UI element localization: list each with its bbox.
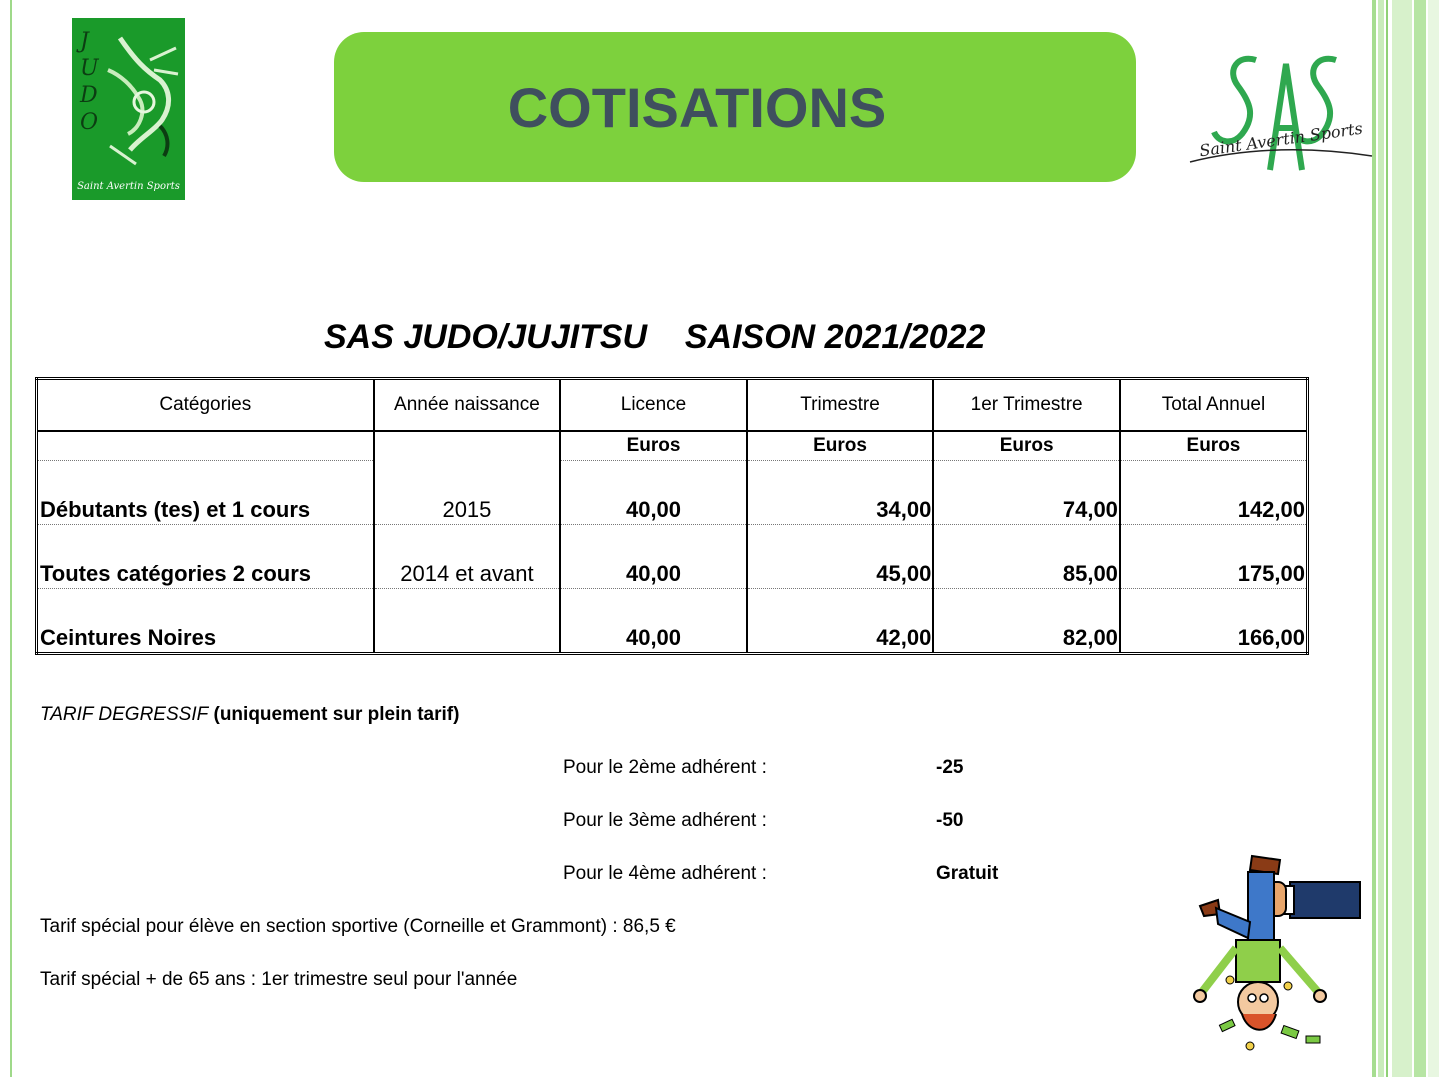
unit-cell: Euros bbox=[933, 431, 1120, 461]
unit-cell: Euros bbox=[747, 431, 934, 461]
category-cell: Ceintures Noires bbox=[37, 589, 374, 654]
unit-cell bbox=[37, 431, 374, 461]
discount-label: Pour le 3ème adhérent : bbox=[563, 810, 767, 831]
discount-value: -50 bbox=[936, 810, 964, 831]
right-border-stripe bbox=[1414, 0, 1426, 1077]
left-border-line bbox=[10, 0, 12, 1077]
category-cell: Débutants (tes) et 1 cours bbox=[37, 461, 374, 525]
table-header-row bbox=[37, 379, 1308, 432]
right-border-stripe bbox=[1392, 0, 1412, 1077]
table-row bbox=[37, 525, 1308, 589]
cotisations-table bbox=[35, 377, 1309, 655]
discount-label: Pour le 2ème adhérent : bbox=[563, 757, 767, 778]
tarif-degressif-subtitle: (uniquement sur plein tarif) bbox=[213, 704, 460, 725]
total-annual-cell: 166,00 bbox=[1120, 589, 1308, 654]
column-header: Licence bbox=[560, 379, 747, 432]
trimestre-cell: 45,00 bbox=[747, 525, 934, 589]
total-annual-cell: 175,00 bbox=[1120, 525, 1308, 589]
season-title: SAS JUDO/JUJITSU SAISON 2021/2022 bbox=[324, 318, 986, 356]
right-border-stripe bbox=[1386, 0, 1388, 1077]
right-border-stripe bbox=[1428, 0, 1439, 1077]
trimestre-cell: 34,00 bbox=[747, 461, 934, 525]
sas-club-logo bbox=[1186, 50, 1374, 182]
trimestre-cell: 42,00 bbox=[747, 589, 934, 654]
first-trimestre-cell: 74,00 bbox=[933, 461, 1120, 525]
table-row bbox=[37, 589, 1308, 654]
category-cell: Toutes catégories 2 cours bbox=[37, 525, 374, 589]
special-rate-note: Tarif spécial pour élève en section sportive (Corneille et Grammont) : 86,5 € bbox=[40, 916, 676, 937]
discount-value: -25 bbox=[936, 757, 964, 778]
sas-logo-script: Saint Avertin Sports bbox=[1198, 118, 1364, 161]
upside-down-man-illustration-icon bbox=[1190, 852, 1362, 1052]
judo-letter: D bbox=[80, 83, 98, 108]
tarif-degressif-title: TARIF DEGRESSIF bbox=[40, 704, 209, 725]
licence-cell: 40,00 bbox=[560, 525, 747, 589]
first-trimestre-cell: 85,00 bbox=[933, 525, 1120, 589]
judo-letter: U bbox=[80, 56, 99, 81]
judo-club-logo bbox=[72, 18, 185, 200]
licence-cell: 40,00 bbox=[560, 589, 747, 654]
discount-value: Gratuit bbox=[936, 863, 999, 884]
judo-logo-letters bbox=[80, 28, 100, 136]
table-units-row bbox=[37, 431, 1308, 461]
discount-label: Pour le 4ème adhérent : bbox=[563, 863, 767, 884]
page-title: COTISATIONS bbox=[507, 75, 887, 139]
judo-letter: J bbox=[80, 29, 89, 54]
column-header: 1er Trimestre bbox=[933, 379, 1120, 432]
unit-cell bbox=[374, 431, 561, 461]
judoka-silhouette-icon bbox=[100, 30, 182, 170]
judo-logo-caption: Saint Avertin Sports bbox=[77, 181, 180, 192]
right-border-stripe bbox=[1378, 0, 1384, 1077]
judo-letter: O bbox=[80, 110, 99, 135]
senior-rate-note: Tarif spécial + de 65 ans : 1er trimestre seul pour l'année bbox=[40, 969, 518, 990]
column-header: Trimestre bbox=[747, 379, 934, 432]
tarif-degressif-heading bbox=[40, 704, 459, 726]
birth-year-cell bbox=[374, 589, 561, 654]
licence-cell: 40,00 bbox=[560, 461, 747, 525]
column-header: Catégories bbox=[37, 379, 374, 432]
birth-year-cell: 2014 et avant bbox=[374, 525, 561, 589]
column-header: Année naissance bbox=[374, 379, 561, 432]
table-row bbox=[37, 461, 1308, 525]
unit-cell: Euros bbox=[560, 431, 747, 461]
column-header: Total Annuel bbox=[1120, 379, 1308, 432]
total-annual-cell: 142,00 bbox=[1120, 461, 1308, 525]
title-banner bbox=[334, 32, 1136, 182]
first-trimestre-cell: 82,00 bbox=[933, 589, 1120, 654]
birth-year-cell: 2015 bbox=[374, 461, 561, 525]
sas-monogram-icon bbox=[1186, 50, 1374, 182]
unit-cell: Euros bbox=[1120, 431, 1308, 461]
